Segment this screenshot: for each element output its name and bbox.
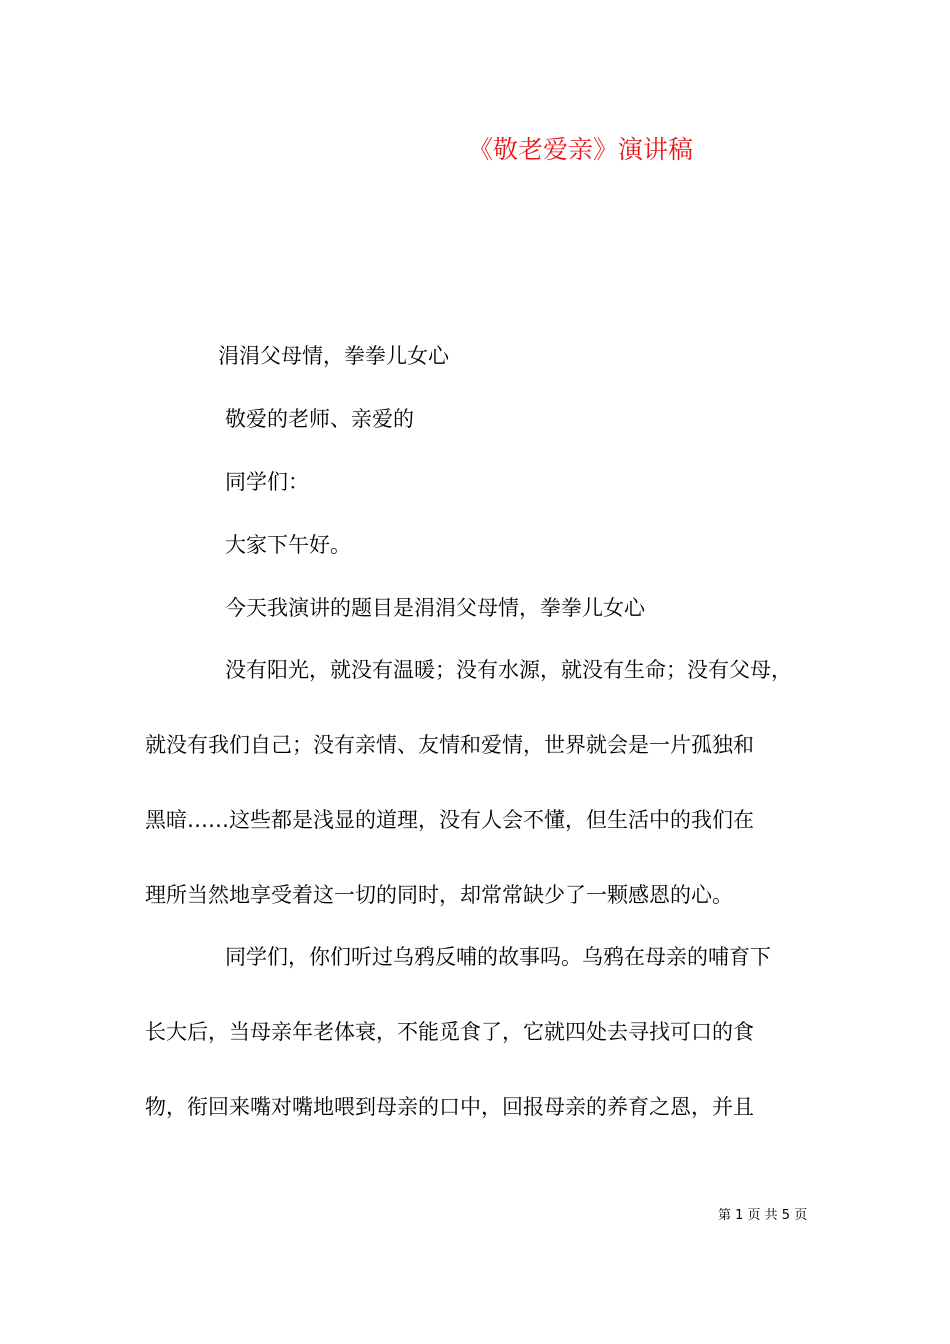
- paragraph-line: 就没有我们自己；没有亲情、友情和爱情，世界就会是一片孤独和: [145, 733, 754, 757]
- page-number: 第 1 页 共 5 页: [718, 1208, 808, 1223]
- topic-line: 今天我演讲的题目是涓涓父母情，拳拳儿女心: [225, 596, 645, 620]
- greeting-line: 敬爱的老师、亲爱的: [225, 407, 414, 431]
- paragraph-line: 没有阳光，就没有温暖；没有水源，就没有生命；没有父母，: [225, 658, 792, 682]
- paragraph-line: 黑暗……这些都是浅显的道理，没有人会不懂，但生活中的我们在: [145, 808, 754, 832]
- paragraph-line: 同学们，你们听过乌鸦反哺的故事吗。乌鸦在母亲的哺育下: [225, 945, 771, 969]
- greeting-line: 同学们：: [225, 470, 309, 494]
- paragraph-line: 理所当然地享受着这一切的同时，却常常缺少了一颗感恩的心。: [145, 883, 733, 907]
- document-title: 《敬老爱亲》演讲稿: [468, 135, 694, 164]
- greeting-line: 大家下午好。: [225, 533, 351, 557]
- paragraph-line: 长大后，当母亲年老体衰，不能觅食了，它就四处去寻找可口的食: [145, 1020, 754, 1044]
- paragraph-line: 物，衔回来嘴对嘴地喂到母亲的口中，回报母亲的养育之恩，并且: [145, 1095, 754, 1119]
- subtitle-line: 涓涓父母情，拳拳儿女心: [218, 344, 449, 368]
